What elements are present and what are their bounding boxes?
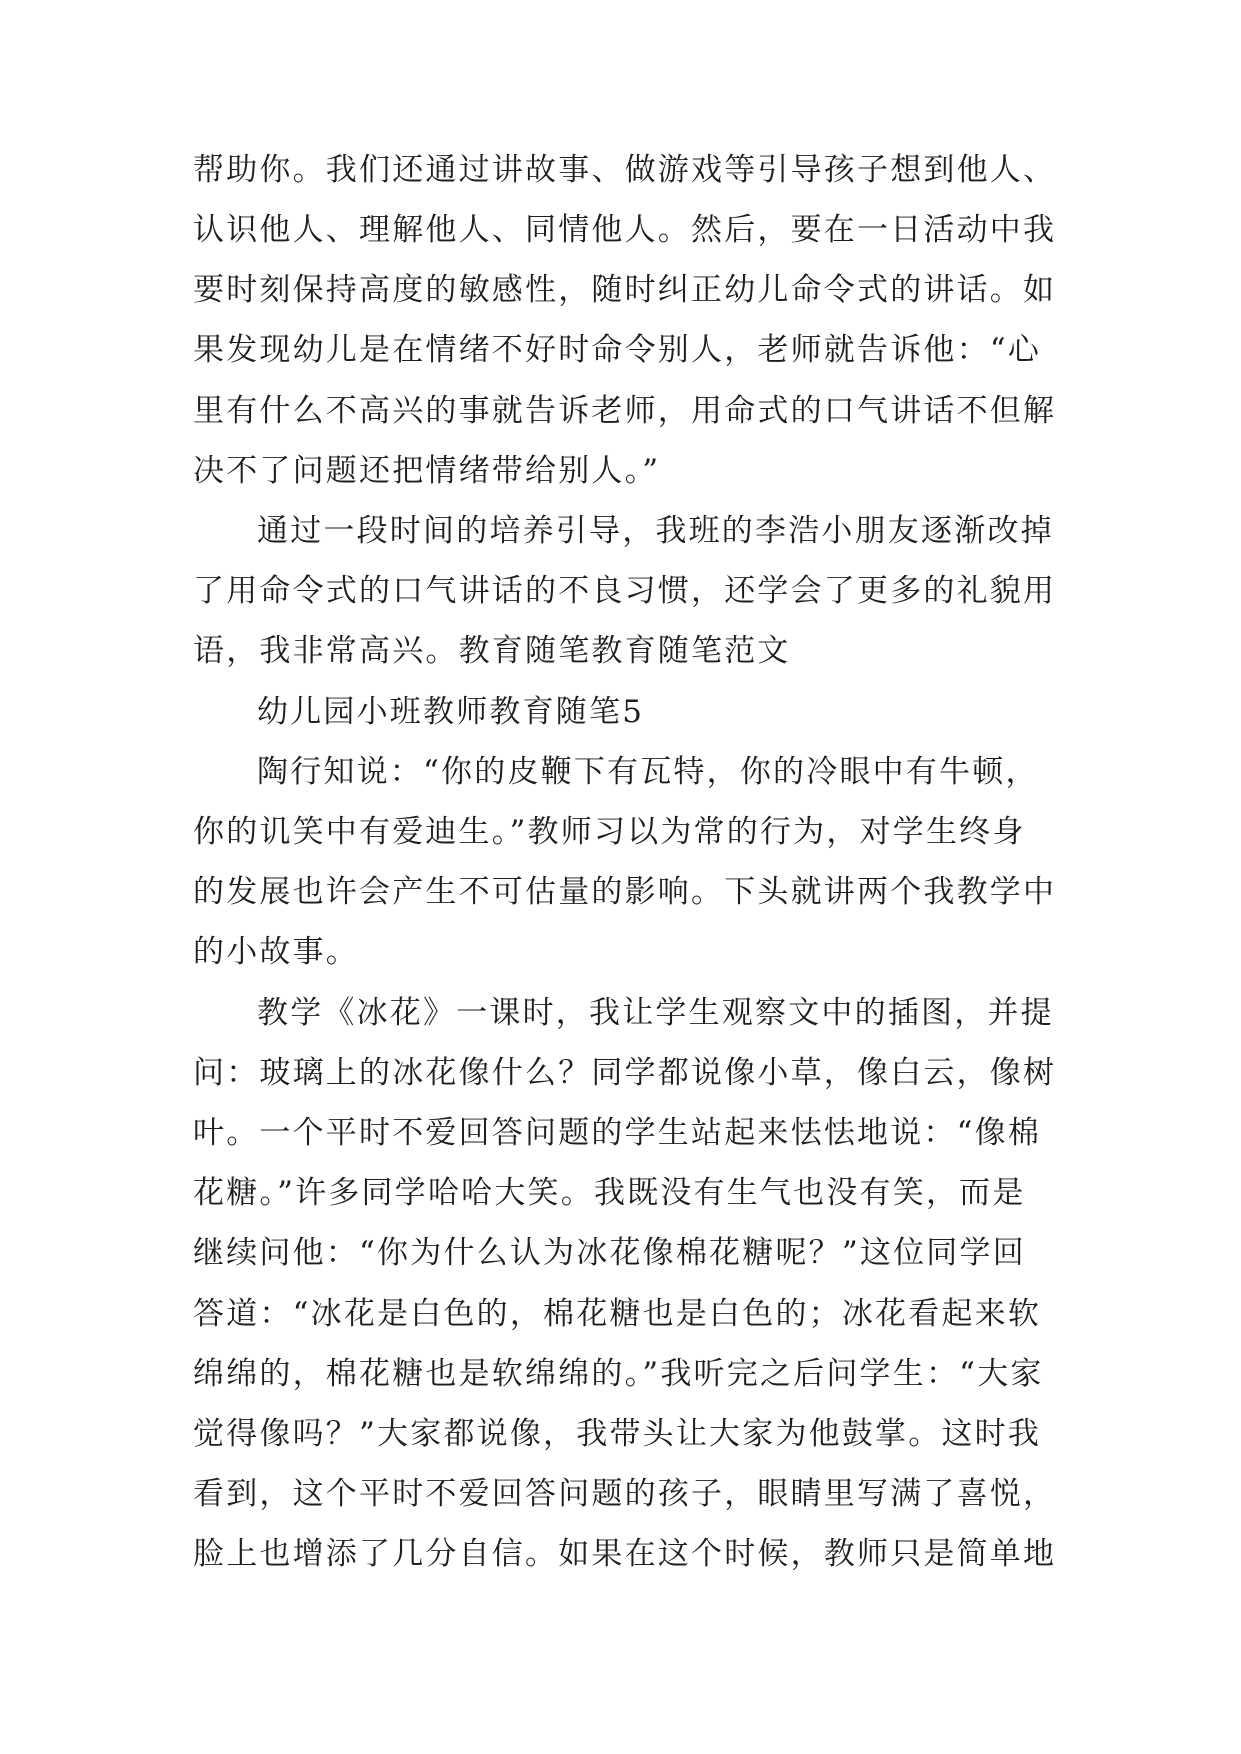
- section-heading: 幼儿园小班教师教育随笔5: [257, 694, 645, 730]
- text-line: 答道：“冰花是白色的，棉花糖也是白色的；冰花看起来软: [193, 1296, 1042, 1332]
- text-line: 觉得像吗？”大家都说像，我带头让大家为他鼓掌。这时我: [193, 1416, 1042, 1452]
- text-line: 语，我非常高兴。教育随笔教育随笔范文: [193, 633, 791, 669]
- text-line: 的发展也许会产生不可估量的影响。下头就讲两个我教学中: [193, 874, 1057, 910]
- text-line: 陶行知说：“你的皮鞭下有瓦特，你的冷眼中有牛顿，: [257, 754, 1039, 790]
- text-line: 花糖。”许多同学哈哈大笑。我既没有生气也没有笑，而是: [193, 1175, 1026, 1211]
- text-line: 了用命令式的口气讲话的不良习惯，还学会了更多的礼貌用: [193, 573, 1057, 609]
- text-line: 绵绵的，棉花糖也是软绵绵的。”我听完之后问学生：“大家: [193, 1356, 1044, 1392]
- text-line: 脸上也增添了几分自信。如果在这个时候，教师只是简单地: [193, 1536, 1057, 1572]
- text-line: 你的讥笑中有爱迪生。”教师习以为常的行为，对学生终身: [193, 814, 1026, 850]
- text-line: 帮助你。我们还通过讲故事、做游戏等引导孩子想到他人、: [193, 152, 1057, 188]
- text-line: 叶。一个平时不爱回答问题的学生站起来怯怯地说：“像棉: [193, 1115, 1042, 1151]
- text-line: 看到，这个平时不爱回答问题的孩子，眼睛里写满了喜悦，: [193, 1476, 1057, 1512]
- text-line: 认识他人、理解他人、同情他人。然后，要在一日活动中我: [193, 212, 1057, 248]
- text-line: 的小故事。: [193, 934, 359, 970]
- text-line: 要时刻保持高度的敏感性，随时纠正幼儿命令式的讲话。如: [193, 272, 1057, 308]
- text-line: 里有什么不高兴的事就告诉老师，用命式的口气讲话不但解: [193, 393, 1057, 429]
- text-line: 教学《冰花》一课时，我让学生观察文中的插图，并提: [257, 995, 1054, 1031]
- text-line: 决不了问题还把情绪带给别人。”: [193, 453, 661, 489]
- text-line: 果发现幼儿是在情绪不好时命令别人，老师就告诉他：“心: [193, 332, 1042, 368]
- text-line: 继续问他：“你为什么认为冰花像棉花糖呢？”这位同学回: [193, 1235, 1026, 1271]
- text-line: 通过一段时间的培养引导，我班的李浩小朋友逐渐改掉: [257, 513, 1054, 549]
- text-line: 问：玻璃上的冰花像什么？同学都说像小草，像白云，像树: [193, 1055, 1057, 1091]
